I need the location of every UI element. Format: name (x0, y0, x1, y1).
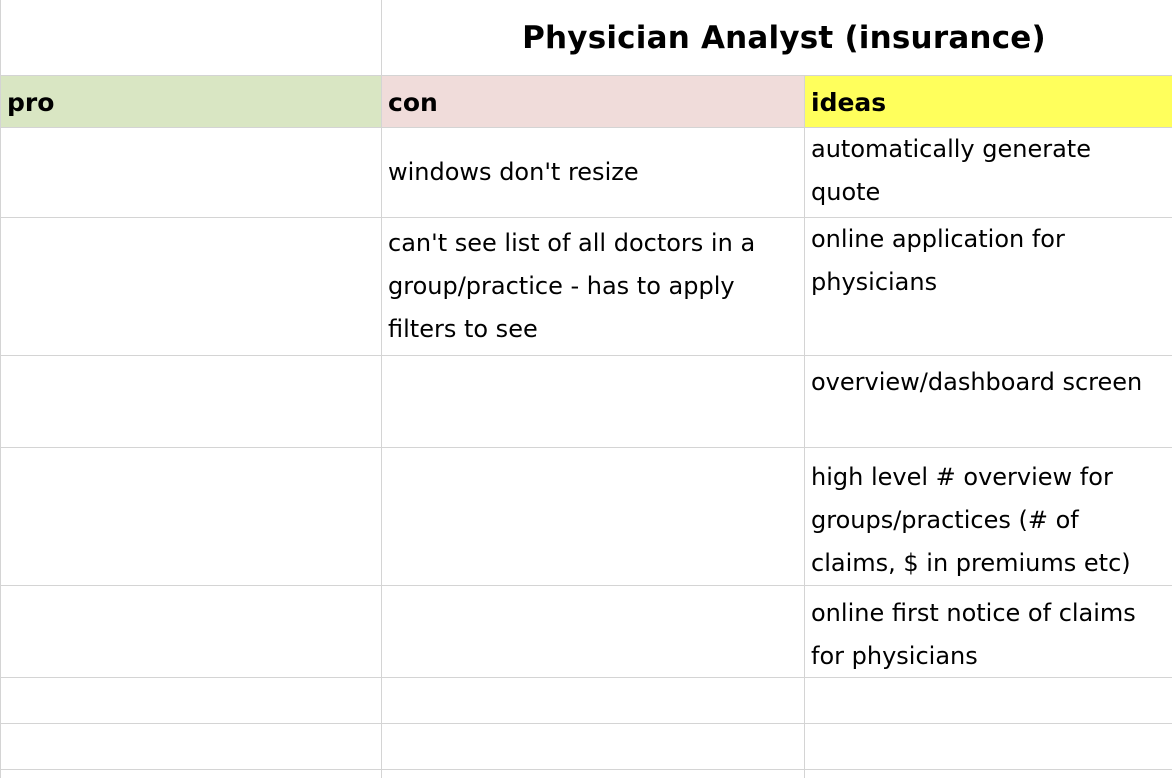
cell-text: can't see list of all doctors in a group/practice - has to apply filters to see (388, 229, 756, 343)
cell-pro[interactable] (0, 448, 382, 585)
cell-con[interactable] (382, 448, 805, 585)
table-row (0, 724, 1172, 770)
cell-text: online application for physicians (811, 225, 1065, 296)
cell-text: automatically generate quote (811, 135, 1091, 206)
table-row (0, 356, 1172, 448)
header-pro[interactable] (0, 76, 382, 127)
cell-text: overview/dashboard screen (811, 368, 1143, 396)
cell-ideas[interactable] (805, 586, 1172, 677)
cell-con[interactable] (382, 356, 805, 447)
table-row (0, 218, 1172, 356)
table-row (0, 448, 1172, 586)
table-row-partial (0, 770, 1172, 778)
sheet-title: Physician Analyst (insurance) (522, 19, 1046, 56)
title-row (0, 0, 1172, 76)
header-row (0, 76, 1172, 128)
cell-ideas[interactable] (805, 724, 1172, 769)
cell-title[interactable] (382, 0, 1172, 75)
header-ideas-label: ideas (811, 88, 887, 117)
table-row (0, 128, 1172, 218)
cell-ideas[interactable] (805, 448, 1172, 585)
cell-pro[interactable] (0, 356, 382, 447)
cell-text: online first notice of claims for physicians (811, 599, 1136, 670)
cell-con[interactable] (382, 128, 805, 217)
cell-pro[interactable] (0, 128, 382, 217)
cell-pro[interactable] (0, 724, 382, 769)
cell-pro[interactable] (0, 586, 382, 677)
header-pro-label: pro (7, 88, 55, 117)
cell-text: high level # overview for groups/practices (# of claims, $ in premiums etc) (811, 463, 1131, 577)
cell-ideas[interactable] (805, 128, 1172, 217)
cell-pro[interactable] (0, 678, 382, 723)
cell-con[interactable] (382, 724, 805, 769)
cell-title-a[interactable] (0, 0, 382, 75)
cell-ideas[interactable] (805, 770, 1172, 778)
cell-ideas[interactable] (805, 678, 1172, 723)
cell-pro[interactable] (0, 218, 382, 355)
cell-con[interactable] (382, 218, 805, 355)
header-con[interactable] (382, 76, 805, 127)
header-ideas[interactable] (805, 76, 1172, 127)
cell-ideas[interactable] (805, 356, 1172, 447)
table-row (0, 586, 1172, 678)
cell-pro[interactable] (0, 770, 382, 778)
cell-con[interactable] (382, 770, 805, 778)
header-con-label: con (388, 88, 438, 117)
cell-con[interactable] (382, 678, 805, 723)
cell-ideas[interactable] (805, 218, 1172, 355)
cell-con[interactable] (382, 586, 805, 677)
cell-text: windows don't resize (388, 158, 639, 186)
table-row (0, 678, 1172, 724)
